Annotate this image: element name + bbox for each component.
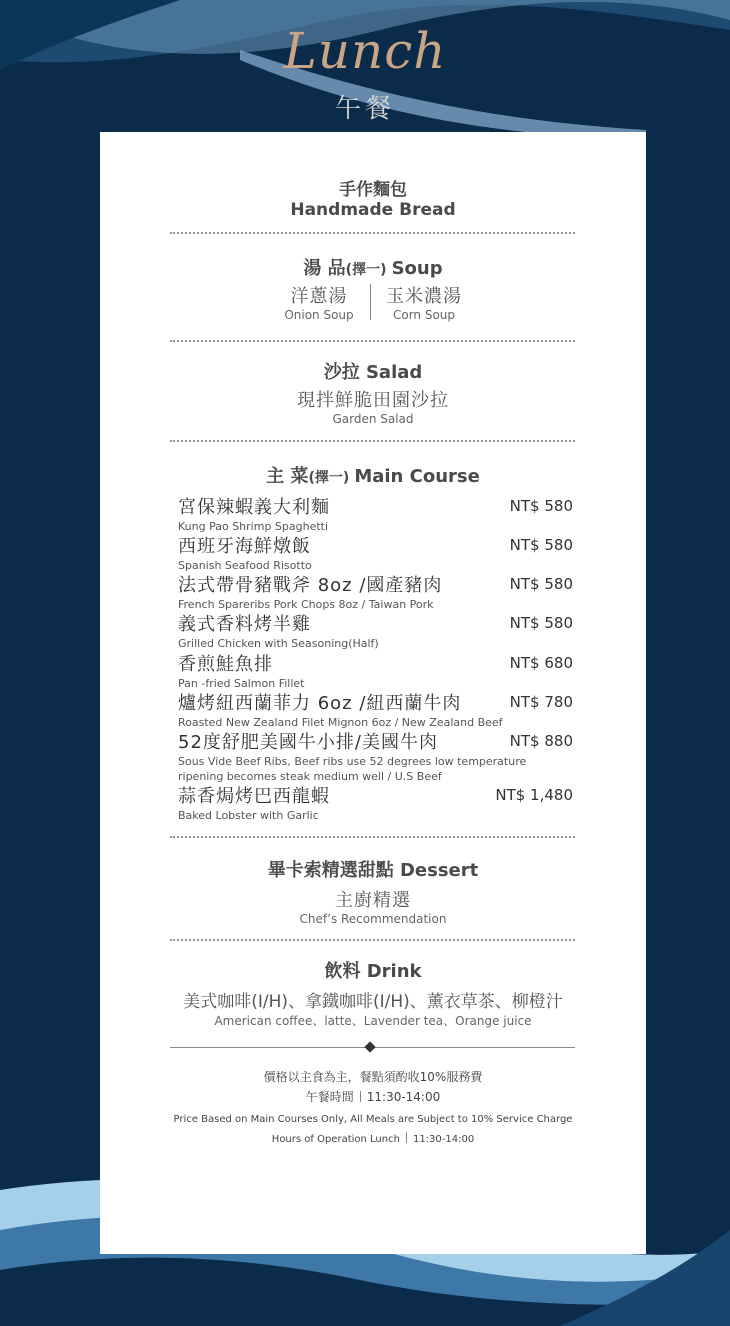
main-course-item bbox=[178, 493, 573, 534]
item-price: NT$ 580 bbox=[509, 575, 573, 593]
item-name-zh: 法式帶骨豬戰斧 8oz /國產豬肉 bbox=[178, 575, 443, 596]
service-charge-note-zh: 價格以主食為主，餐點須酌收10%服務費 bbox=[263, 1070, 483, 1084]
item-name-en-line2: ripening becomes steak medium well / U.S Beef bbox=[178, 770, 442, 783]
main-heading-choice: (擇一) bbox=[308, 470, 350, 486]
bread-en: Handmade Bread bbox=[290, 200, 456, 220]
item-price: NT$ 680 bbox=[509, 654, 573, 672]
service-charge-note-en: Price Based on Main Courses Only, All Meals are Subject to 10% Service Charge bbox=[173, 1114, 573, 1125]
soup-options bbox=[100, 282, 646, 322]
item-name-en: Kung Pao Shrimp Spaghetti bbox=[178, 520, 329, 533]
item-price: NT$ 580 bbox=[509, 497, 573, 515]
item-name-en: Baked Lobster with Garlic bbox=[178, 809, 319, 822]
menu-card bbox=[100, 132, 646, 1254]
salad-heading: 沙拉 Salad bbox=[323, 362, 423, 383]
lunch-hours-zh-label: 午餐時間 bbox=[305, 1090, 354, 1104]
soup-option-zh: 洋蔥湯 bbox=[290, 286, 348, 307]
item-name-en: French Spareribs Pork Chops 8oz / Taiwan Pork bbox=[178, 598, 434, 611]
item-price: NT$ 780 bbox=[509, 693, 573, 711]
item-price: NT$ 880 bbox=[509, 732, 573, 750]
dessert-en: Chef’s Recommendation bbox=[299, 912, 447, 926]
diamond-ornament bbox=[364, 1041, 375, 1052]
drink-zh: 美式咖啡(I/H)、拿鐵咖啡(I/H)、薰衣草茶、柳橙汁 bbox=[183, 992, 563, 1012]
soup-option-zh: 玉米濃湯 bbox=[386, 286, 462, 307]
soup-option bbox=[364, 282, 484, 322]
lunch-hours-en bbox=[100, 1132, 646, 1145]
soup-heading bbox=[100, 254, 646, 280]
lunch-hours-en-label: Hours of Operation Lunch bbox=[271, 1134, 400, 1145]
lunch-hours-en-value: 11:30-14:00 bbox=[412, 1134, 475, 1145]
salad-en: Garden Salad bbox=[332, 412, 414, 426]
soup-option bbox=[259, 282, 379, 322]
item-name-zh: 義式香料烤半雞 bbox=[178, 614, 311, 635]
item-name-en: Pan -fried Salmon Fillet bbox=[178, 677, 305, 690]
item-name-zh: 宮保辣蝦義大利麵 bbox=[178, 497, 330, 518]
main-course-item bbox=[178, 571, 573, 612]
item-name-en: Roasted New Zealand Filet Mignon 6oz / New Zealand Beef bbox=[178, 716, 503, 729]
drink-heading: 飲料 Drink bbox=[324, 961, 422, 982]
soup-heading-en: Soup bbox=[391, 258, 443, 279]
dotted-divider bbox=[170, 836, 575, 838]
item-name-en: Grilled Chicken with Seasoning(Half) bbox=[178, 637, 379, 650]
salad-section bbox=[100, 358, 646, 426]
main-course-item bbox=[178, 532, 573, 573]
lunch-zh-title: 午餐 bbox=[334, 94, 395, 124]
main-course-heading bbox=[100, 462, 646, 488]
bread-zh: 手作麵包 bbox=[339, 180, 407, 200]
separator-bar bbox=[360, 1091, 361, 1102]
item-price: NT$ 580 bbox=[509, 614, 573, 632]
lunch-hours-zh bbox=[100, 1088, 646, 1105]
drink-section bbox=[100, 957, 646, 1029]
dessert-section bbox=[100, 856, 646, 926]
item-price: NT$ 580 bbox=[509, 536, 573, 554]
main-course-item bbox=[178, 650, 573, 691]
item-name-zh: 香煎鮭魚排 bbox=[178, 654, 273, 675]
item-price: NT$ 1,480 bbox=[495, 786, 573, 804]
dotted-divider bbox=[170, 939, 575, 941]
soup-heading-choice: (擇一) bbox=[345, 262, 387, 278]
separator-bar bbox=[406, 1132, 407, 1143]
main-heading-zh: 主 菜 bbox=[266, 466, 309, 487]
item-name-en: Spanish Seafood Risotto bbox=[178, 559, 312, 572]
drink-en: American coffee、latte、Lavender tea、Orange juice bbox=[214, 1014, 532, 1028]
main-course-item bbox=[178, 782, 573, 823]
soup-option-en: Onion Soup bbox=[284, 308, 354, 322]
soup-option-en: Corn Soup bbox=[392, 308, 456, 322]
main-course-item bbox=[178, 689, 573, 730]
dessert-heading: 畢卡索精選甜點 Dessert bbox=[267, 860, 479, 881]
main-course-item bbox=[178, 728, 573, 784]
lunch-hours-zh-value: 11:30-14:00 bbox=[366, 1090, 441, 1104]
dotted-divider bbox=[170, 340, 575, 342]
item-name-zh: 西班牙海鮮燉飯 bbox=[178, 536, 311, 557]
soup-heading-zh: 湯 品 bbox=[303, 258, 346, 279]
salad-zh: 現拌鮮脆田園沙拉 bbox=[297, 390, 449, 411]
item-name-zh: 蒜香焗烤巴西龍蝦 bbox=[178, 786, 330, 807]
lunch-script-title: Lunch bbox=[283, 22, 447, 80]
item-name-zh: 52度舒肥美國牛小排/美國牛肉 bbox=[178, 732, 438, 753]
dessert-zh: 主廚精選 bbox=[335, 890, 411, 911]
item-name-en: Sous Vide Beef Ribs, Beef ribs use 52 degrees low temperature bbox=[178, 755, 527, 768]
main-course-item bbox=[178, 610, 573, 651]
item-name-zh: 爐烤紐西蘭菲力 6oz /紐西蘭牛肉 bbox=[178, 693, 462, 714]
dotted-divider bbox=[170, 440, 575, 442]
main-heading-en: Main Course bbox=[354, 466, 480, 487]
bread-section bbox=[100, 175, 646, 220]
dotted-divider bbox=[170, 232, 575, 234]
